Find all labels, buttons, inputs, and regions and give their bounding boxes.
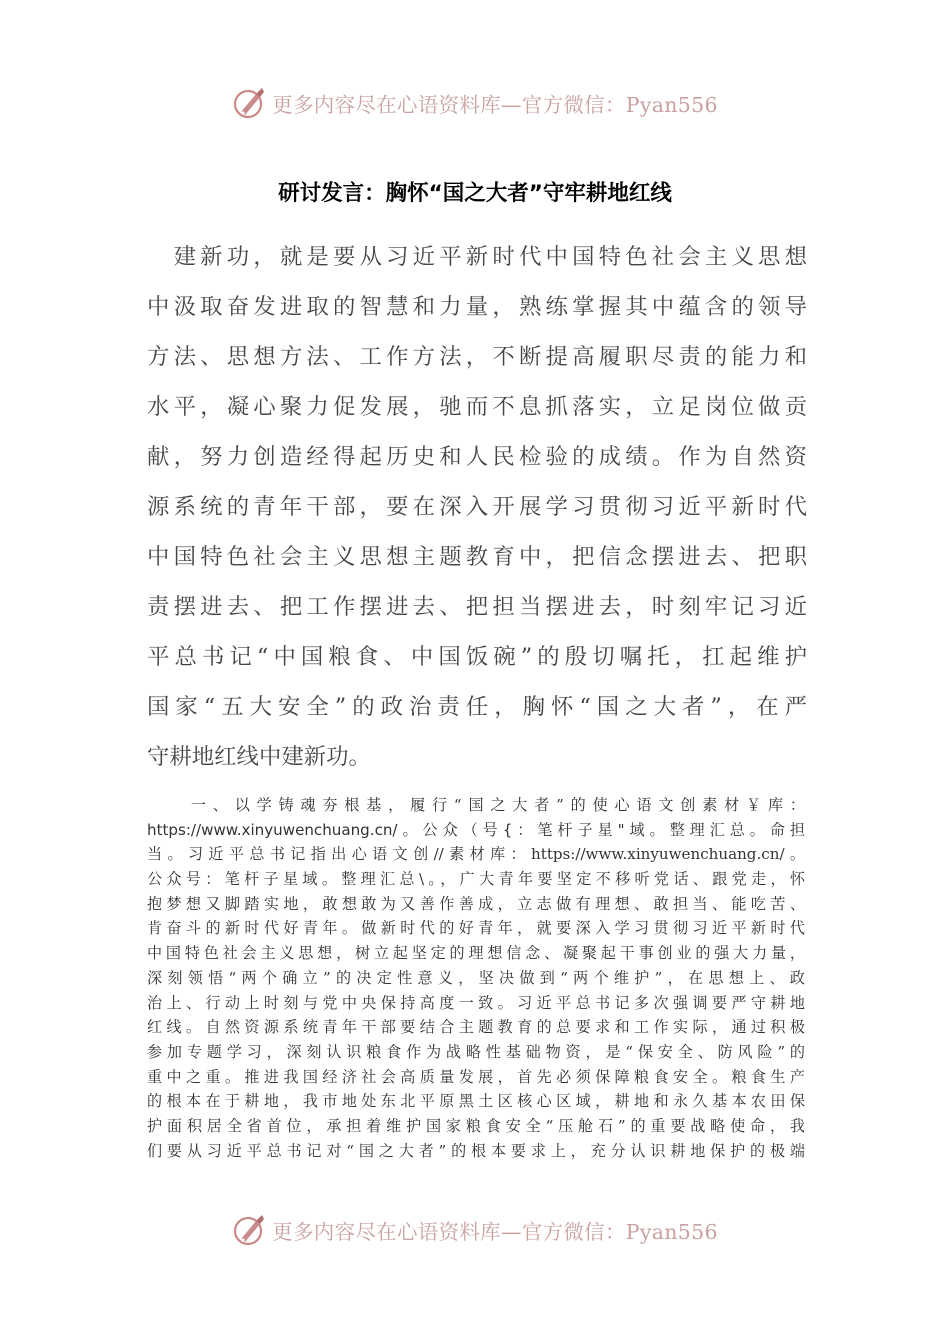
lead-line: 水平，凝心聚力促发展，驰而不息抓落实，立足岗位做贡 — [147, 394, 807, 420]
lead-line: 责摆进去、把工作摆进去、把担当摆进去，时刻牢记习近 — [147, 594, 807, 620]
body-line: https://www.xinyuwenchuang.cn/。公众（号{：笔杆子星"域。整理汇总。命担 — [147, 820, 805, 839]
body-line: 重中之重。推进我国经济社会高质量发展，首先必须保障粮食安全。粮食生产 — [147, 1067, 805, 1086]
lead-line: 源系统的青年干部，要在深入开展学习贯彻习近平新时代 — [147, 494, 807, 520]
body-line: 抱梦想又脚踏实地，敢想敢为又善作善成，立志做有理想、敢担当、能吃苦、 — [147, 894, 805, 913]
lead-paragraph — [147, 232, 807, 782]
banner-text: 更多内容尽在心语资料库—官方微信：Pyan556 — [272, 1220, 718, 1244]
lead-line: 方法、思想方法、工作方法，不断提高履职尽责的能力和 — [147, 344, 807, 370]
body-line: 当。习近平总书记指出心语文创//素材库：https://www.xinyuwenchuang.cn/。 — [147, 845, 805, 864]
body-line: 中国特色社会主义思想，树立起坚定的理想信念、凝聚起干事创业的强大力量， — [147, 944, 805, 963]
body-line: 护面积居全省首位，承担着维护国家粮食安全“压舱石”的重要战略使命，我 — [147, 1116, 805, 1135]
body-line: 的根本在于耕地，我市地处东北平原黑土区核心区域，耕地和永久基本农田保 — [147, 1092, 805, 1111]
lead-line: 建新功，就是要从习近平新时代中国特色社会主义思想 — [147, 244, 807, 270]
lead-line: 中国特色社会主义思想主题教育中，把信念摆进去、把职 — [147, 544, 807, 570]
body-line: 红线。自然资源系统青年干部要结合主题教育的总要求和工作实际，通过积极 — [147, 1018, 805, 1037]
pen-nib-logo-icon — [232, 1213, 266, 1247]
lead-line: 献，努力创造经得起历史和人民检验的成绩。作为自然资 — [147, 444, 807, 470]
header-banner — [0, 78, 950, 128]
banner-text: 更多内容尽在心语资料库—官方微信：Pyan556 — [272, 93, 718, 117]
footer-banner — [0, 1205, 950, 1255]
lead-line: 中汲取奋发进取的智慧和力量，熟练掌握其中蕴含的领导 — [147, 294, 807, 320]
body-line: 公众号：笔杆子星域。整理汇总\。，广大青年要坚定不移听党话、跟党走，怀 — [147, 870, 805, 889]
pen-nib-logo-icon — [232, 86, 266, 120]
lead-line: 国家“五大安全”的政治责任，胸怀“国之大者”，在严 — [147, 694, 807, 720]
body-line: 治上、行动上时刻与党中央保持高度一致。习近平总书记多次强调要严守耕地 — [147, 993, 805, 1012]
lead-line: 守耕地红线中建新功。 — [147, 744, 371, 770]
lead-line: 平总书记“中国粮食、中国饭碗”的殷切嘱托，扛起维护 — [147, 644, 807, 670]
body-line: 一、以学铸魂夯根基，履行“国之大者”的使心语文创素材￥库： — [147, 796, 805, 814]
body-line: 参加专题学习，深刻认识粮食作为战略性基础物资，是“保安全、防风险”的 — [147, 1042, 805, 1061]
body-line: 们要从习近平总书记对“国之大者”的根本要求上，充分认识耕地保护的极端 — [147, 1141, 805, 1160]
section-one-paragraph — [147, 793, 805, 1183]
page-title: 研讨发言：胸怀“国之大者”守牢耕地红线 — [278, 181, 672, 206]
body-line: 深刻领悟“两个确立”的决定性意义，坚决做到“两个维护”，在思想上、政 — [147, 968, 805, 987]
body-line: 肯奋斗的新时代好青年。做新时代的好青年，就要深入学习贯彻习近平新时代 — [147, 919, 805, 938]
